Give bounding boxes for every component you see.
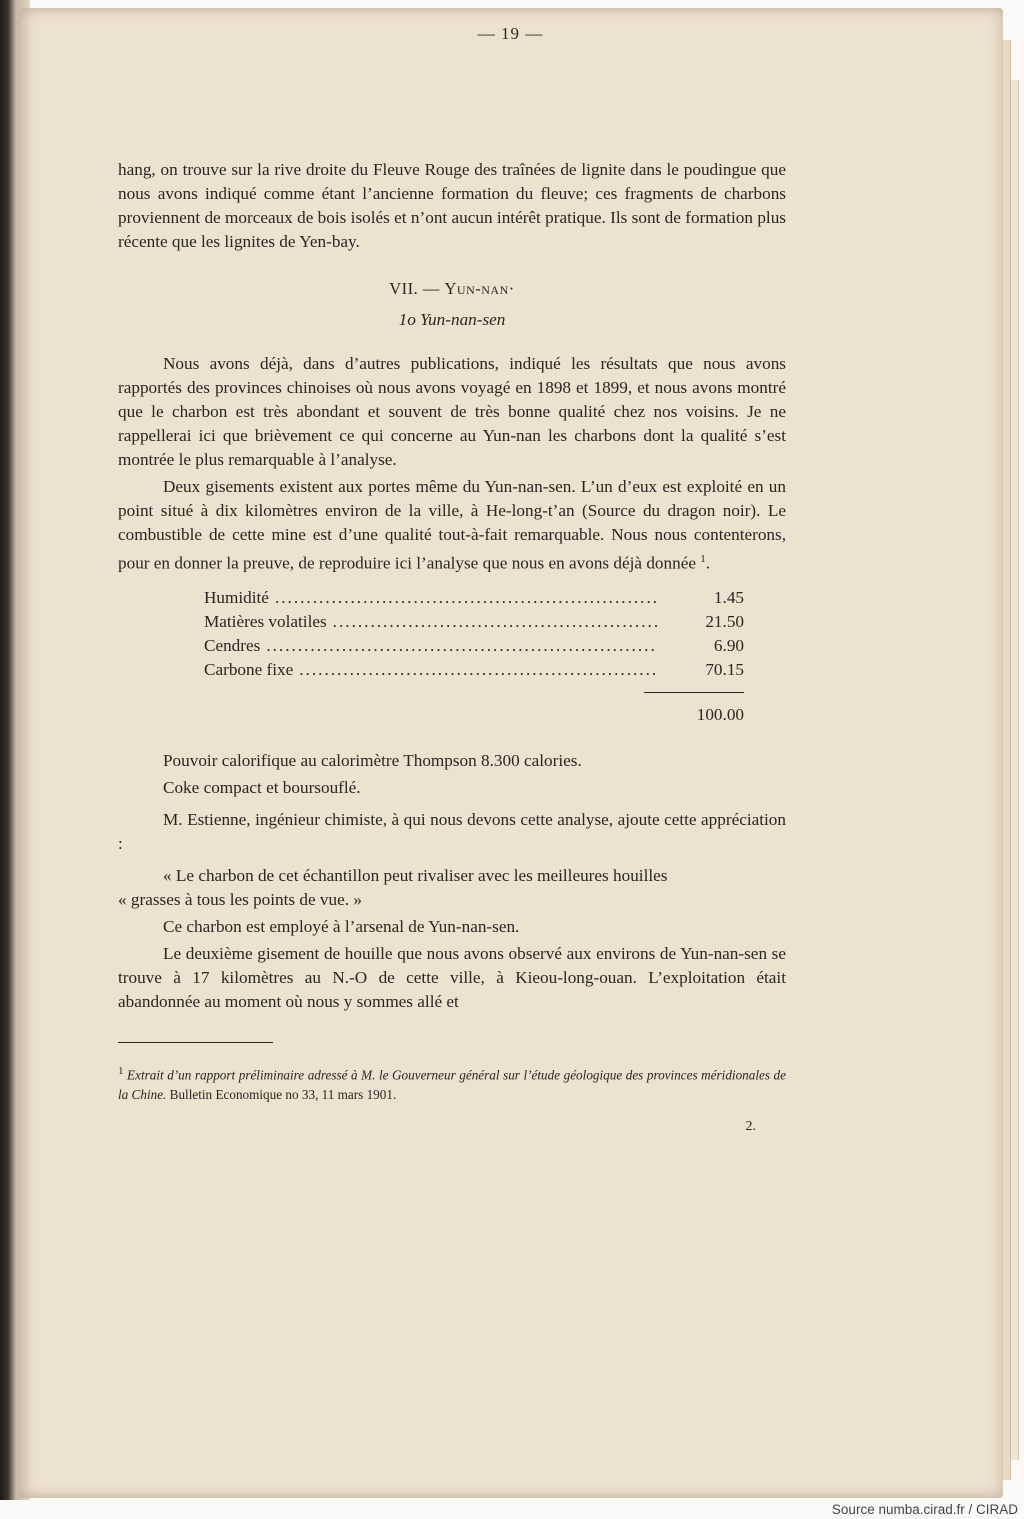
analysis-value: 70.15 [705, 659, 744, 679]
footnote-italic: Extrait d’un rapport préliminaire adressé à M. le Gouverneur général sur l’étude géologique des provinces méridionales de la Chine. [118, 1067, 786, 1103]
analysis-row [204, 586, 744, 610]
leader-dots [266, 634, 658, 658]
analysis-label: Cendres [204, 635, 261, 655]
quote-line: « Le charbon de cet échantillon peut rivaliser avec les meilleures houilles [163, 865, 668, 885]
footnote-bulletin: Bulletin Economique no 33, 11 mars 1901. [169, 1087, 397, 1103]
analysis-value: 21.50 [705, 611, 744, 631]
section-title: Yun-nan· [444, 279, 515, 298]
analysis-value: 1.45 [713, 587, 744, 607]
page-number: — 19 — [477, 24, 544, 43]
paragraph-arsenal: Ce charbon est employé à l’arsenal de Yun-nan-sen. [163, 916, 520, 936]
paragraph-estienne: M. Estienne, ingénieur chimiste, à qui nous devons cette analyse, ajoute cette appréciation : [118, 809, 786, 853]
analysis-table [204, 586, 744, 682]
section-number: VII. — [389, 279, 440, 298]
footnote [118, 1061, 786, 1105]
paragraph-coke: Coke compact et boursouflé. [163, 777, 361, 797]
leader-dots [299, 658, 658, 682]
paragraph-continued: hang, on trouve sur la rive droite du Fleuve Rouge des traînées de lignite dans le poudingue que nous avons indiqué comme étant l’ancienne formation du fleuve; ces fragments de charbons proviennent de morceaux de bois isolés et n’ont aucun intérêt pratique. Ils sont de formation plus récente que les lignites de Yen-bay. [118, 160, 786, 251]
analysis-value: 6.90 [713, 635, 744, 655]
analysis-row [204, 658, 744, 682]
footnote-marker: 1 [118, 1064, 124, 1077]
paragraph-calorific: Pouvoir calorifique au calorimètre Thompson 8.300 calories. [163, 750, 582, 770]
analysis-label: Matières volatiles [204, 611, 327, 631]
analysis-total: 100.00 [644, 692, 744, 727]
source-credit: Source numba.cirad.fr / CIRAD [831, 1502, 1018, 1517]
footnote-rule [118, 1042, 273, 1043]
analysis-label: Carbone fixe [204, 659, 294, 679]
quote-line: « grasses à tous les points de vue. » [118, 889, 362, 909]
analysis-label: Humidité [204, 587, 269, 607]
subsection-heading: 1o Yun-nan-sen [398, 310, 506, 329]
paragraph-gisements [118, 475, 786, 576]
paragraph-gisements-end: . [705, 553, 711, 573]
footnote-reference: 1 [700, 553, 706, 565]
document-page [18, 8, 1003, 1498]
signature-mark: 2. [745, 1119, 756, 1135]
leader-dots [333, 610, 658, 634]
section-heading [118, 277, 786, 301]
analysis-row [204, 610, 744, 634]
paragraph-publications: Nous avons déjà, dans d’autres publications, indiqué les résultats que nous avons rapportés des provinces chinoises où nous avons voyagé en 1898 et 1899, et nous avons montré que le charbon est très abondant et souvent de très bonne qualité chez nos voisins. Je ne rappellerai ici que brièvement ce qui concerne au Yun-nan les charbons dont la qualité s’est montrée le plus remarquable à l’analyse. [118, 354, 786, 469]
page-body [118, 158, 786, 1139]
leader-dots [275, 586, 658, 610]
paragraph-gisements-text: Deux gisements existent aux portes même du Yun-nan-sen. L’un d’eux est exploité en un point situé à dix kilomètres environ de la ville, à He-long-t’an (Source du dragon noir). Le combustible de cette mine est d’une qualité tout-à-fait remarquable. Nous nous contenterons, pour en donner la preuve, de reproduire ici l’analyse que nous en avons déjà donnée [118, 477, 786, 573]
analysis-row [204, 634, 744, 658]
paragraph-second-deposit: Le deuxième gisement de houille que nous avons observé aux environs de Yun-nan-sen se trouve à 17 kilomètres au N.-O de cette ville, à Kieou-long-ouan. L’exploitation était abandonnée au moment où nous y sommes allé et [118, 943, 786, 1011]
analysis-total-row [204, 682, 744, 749]
